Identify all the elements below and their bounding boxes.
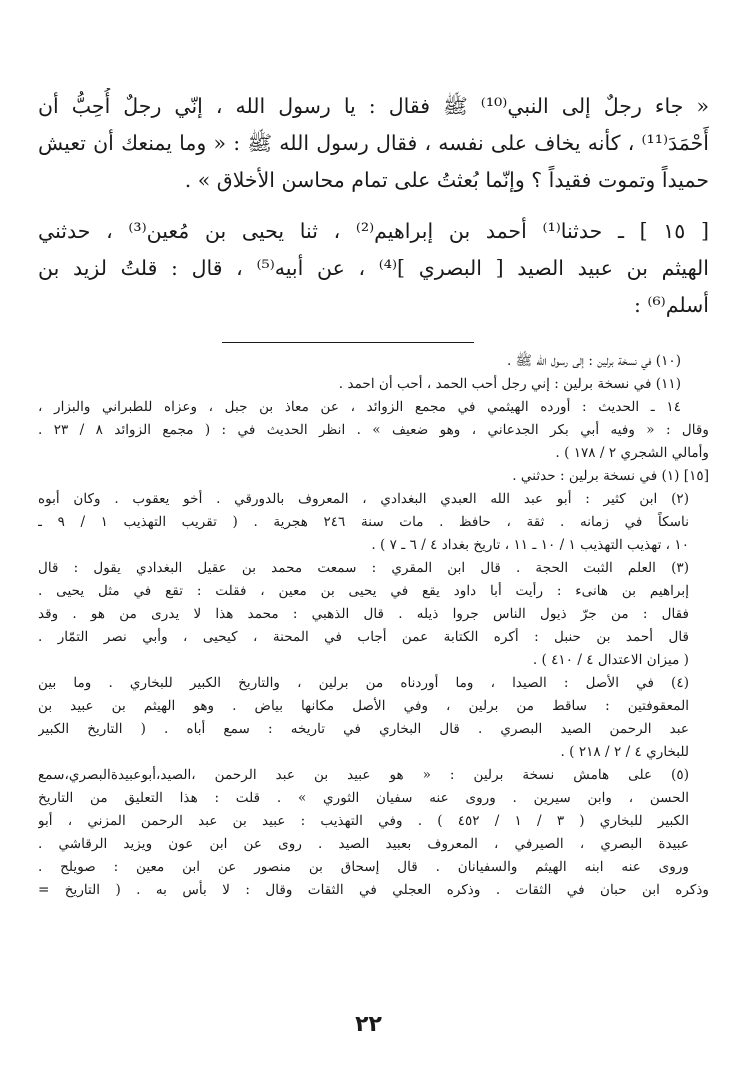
footnotes: [38, 350, 709, 902]
main-text: [38, 88, 709, 324]
footnote-line: (١١) في نسخة برلين : إني رجل أحب الحمد ، أحب أن احمد .: [338, 376, 681, 392]
main-line: أسلم⁽⁶⁾ :: [633, 293, 709, 317]
footnote-line: (٤) في الأصل : الصيدا ، وما أوردناه من برلين ، والتاريخ الكبير للبخاري . وما بين: [38, 675, 689, 691]
footnote-line: وقال : « وفيه أبي بكر الجدعاني ، وهو ضعيف » . انظر الحديث في : ( مجمع الزوائد ٨ / ٢٣ .: [38, 422, 709, 438]
footnote-divider: [222, 342, 474, 343]
footnote-line: (٢) ابن كثير : أبو عبد الله العبدي البغدادي ، المعروف بالدورقي . أخو يعقوب . وكان أبوه: [38, 491, 689, 507]
footnote-line: وذكره ابن حبان في الثقات . وذكره العجلي في الثقات وقال : لا بأس به . ( التاريخ =: [38, 882, 709, 898]
main-line: [ ١٥ ] ـ حدثنا⁽¹⁾ أحمد بن إبراهيم⁽²⁾ ، ثنا يحيى بن مُعين⁽³⁾ ، حدثني: [38, 219, 709, 243]
main-line: « جاء رجلٌ إلى النبي⁽¹⁰⁾ ﷺ فقال : يا رسول الله ، إنّي رجلٌ أُحِبُّ أن: [38, 94, 709, 118]
footnote-line: وأمالي الشجري ٢ / ١٧٨ ) .: [555, 445, 709, 461]
footnote-line: وروى عنه ابنه الهيثم والسفيانان . قال إسحاق بن منصور عن ابن معين : صويلح .: [38, 859, 689, 875]
main-line: أَحْمَدَ⁽¹¹⁾ ، كأنه يخاف على نفسه ، فقال رسول الله ﷺ : « وما يمنعك أن تعيش: [38, 131, 709, 155]
footnote-line: ١٠ ، تهذيب التهذيب ١ / ١٠ ـ ١١ ، تاريخ بغداد ٤ / ٦ ـ ٧ ) .: [371, 537, 689, 553]
footnote-line: [١٥] (١) في نسخة برلين : حدثني .: [512, 468, 709, 484]
footnote-line: عبد الرحمن الصيد البصري . قال البخاري في تاريخه : سمع أباه . ( التاريخ الكبير: [38, 721, 689, 737]
page-number: ٢٢: [355, 1012, 382, 1037]
footnote-line: ( ميزان الاعتدال ٤ / ٤١٠ ) .: [532, 652, 689, 668]
footnote-line: (١٠) في نسخة برلين : إلى رسول الله ﷺ .: [506, 353, 681, 369]
footnote-line: الحسن ، وابن سيرين . وروى عنه سفيان الثوري » . قلت : هذا التعليق من التاريخ: [38, 790, 689, 806]
footnote-line: للبخاري ٤ / ٢ / ٢١٨ ) .: [560, 744, 689, 760]
main-line: حميداً وتموت فقيداً ؟ وإنّما بُعثتُ على تمام محاسن الأخلاق » .: [184, 168, 709, 192]
footnote-line: (٥) على هامش نسخة برلين : « هو عبيد بن عبد الرحمن ،الصيد،أبوعبيدةالبصري،سمع: [38, 767, 689, 783]
footnote-line: ناسكاً في زمانه . ثقة ، حافظ . مات سنة ٢٤٦ هجرية . ( تقريب التهذيب ١ / ٩ ـ: [38, 514, 689, 530]
footnote-line: فقال : من جرّ ذيول الناس جروا ذيله . قال الذهبي : محمد هذا لا يدرى من هو . وقد: [38, 606, 689, 622]
footnote-line: (٣) العلم الثبت الحجة . قال ابن المقري : سمعت محمد بن عقيل البغدادي يقول : قال: [38, 560, 689, 576]
main-line: الهيثم بن عبيد الصيد [ البصري ]⁽⁴⁾ ، عن أبيه⁽⁵⁾ ، قال : قلتُ لزيد بن: [38, 256, 709, 280]
footnote-line: المعقوفتين : ساقط من برلين ، وفي الأصل مكانها بياض . وهو الهيثم بن عبيد بن: [38, 698, 689, 714]
footnote-line: قال أحمد بن حنبل : أكره الكتابة عمن أجاب في المحنة ، كيحيى ، وأبي نصر التمّار .: [38, 629, 689, 645]
footnote-line: الكبير للبخاري ( ٣ / ١ / ٤٥٢ ) . وفي التهذيب : عبيد بن عبد الرحمن المزني ، أبو: [38, 813, 689, 829]
footnote-line: عبيدة البصري ، الصيرفي ، المعروف بعبيد الصيد . روى عن ابن عون ويزيد الرقاشي .: [38, 836, 689, 852]
footnote-line: إبراهيم بن هانىء : رأيت أبا داود يقع في يحيى بن معين ، فقلت : تقع في مثل يحيى .: [38, 583, 689, 599]
footnote-line: ١٤ ـ الحديث : أورده الهيثمي في مجمع الزوائد ، عن معاذ بن جبل ، وعزاه للطبراني والبزار ،: [38, 399, 681, 415]
